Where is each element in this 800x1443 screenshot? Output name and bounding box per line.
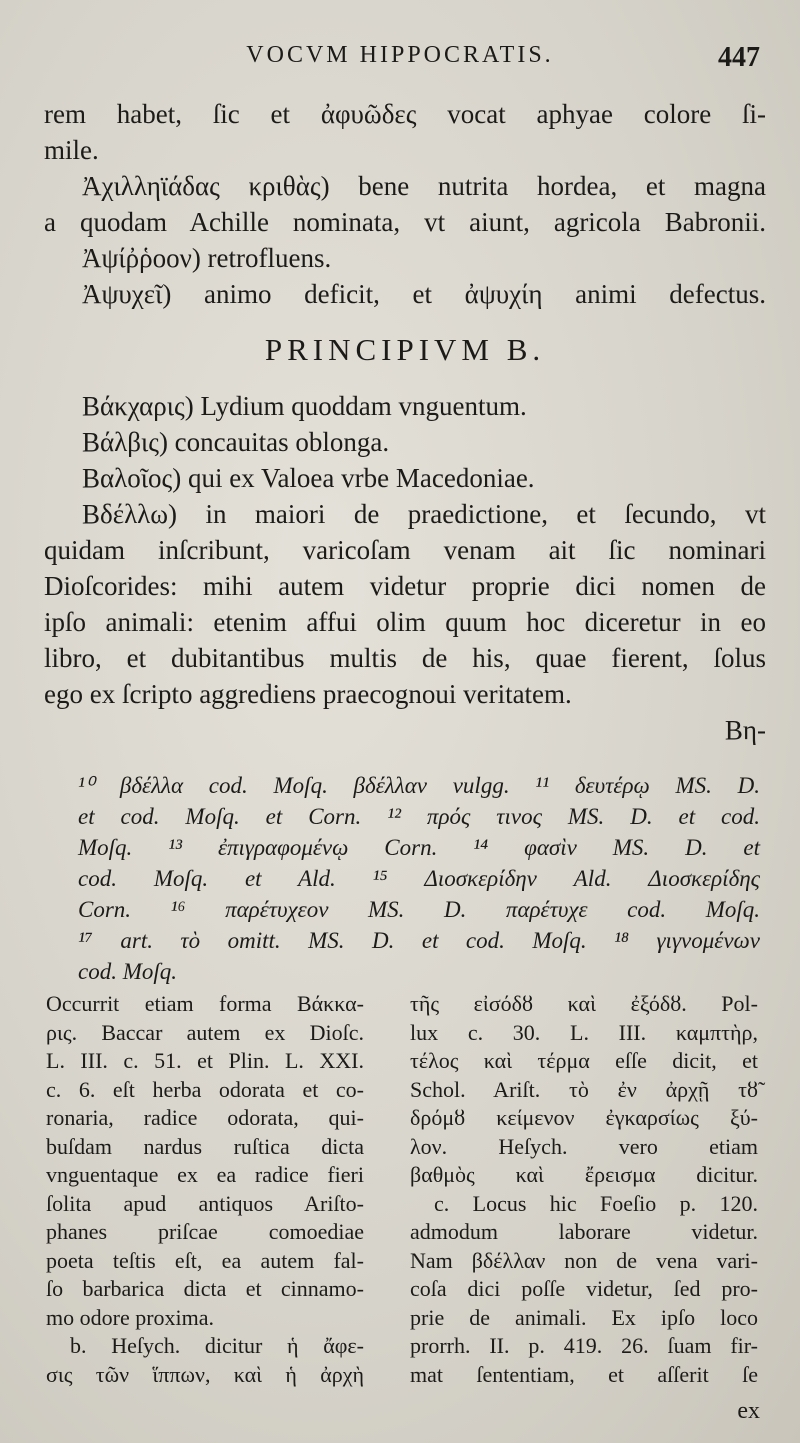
column-line: coſa dici poſſe videtur, ſed pro- xyxy=(410,1276,758,1301)
column-line: mo odore proxima. xyxy=(46,1304,215,1330)
entry-apsirroon: Ἀψίῤῥοον) retrofluens. xyxy=(82,243,332,273)
text-line: mile. xyxy=(44,135,99,165)
commentary-left-column xyxy=(46,990,364,1389)
column-line: buſdam nardus ruſtica dicta xyxy=(46,1133,364,1159)
column-line: λον. Heſych. vero etiam xyxy=(410,1133,758,1159)
column-line: ſolita apud antiquos Ariſto- xyxy=(46,1190,364,1216)
column-line: ronaria, radice odorata, qui- xyxy=(46,1105,364,1130)
column-line: lux c. 30. L. III. καμπτὴρ, xyxy=(410,1019,758,1045)
column-line: admodum laborare videtur. xyxy=(410,1219,758,1244)
column-line: prie de animali. Ex ipſo loco xyxy=(410,1304,758,1330)
footnote-line: Moſq. ¹³ ἐπιγραφομένῳ Corn. ¹⁴ φασὶν MS. D. et xyxy=(78,835,760,860)
entry-bakcharis: Βάκχαρις) Lydium quoddam vnguentum. xyxy=(82,391,527,421)
column-line: βαθμὸς καὶ ἔρεισμα dicitur. xyxy=(410,1162,758,1187)
column-line: Nam βδέλλαν non de vena vari- xyxy=(410,1247,758,1273)
text-line: a quodam Achille nominata, vt aiunt, agricola Babronii. xyxy=(44,207,766,237)
column-line: ρις. Baccar autem ex Dioſc. xyxy=(46,1019,364,1045)
footnote-line: et cod. Moſq. et Corn. ¹² πρός τινος MS. D. et cod. xyxy=(78,804,760,829)
column-line: δρόμȣ κείμενον ἐγκαρσίως ξύ- xyxy=(410,1105,758,1130)
text-line: rem habet, ſic et ἀφυῶδες vocat aphyae colore ſi- xyxy=(44,99,766,129)
column-line: L. III. c. 51. et Plin. L. XXI. xyxy=(46,1048,364,1073)
text-line: quidam inſcribunt, varicoſam venam ait ſic nominari xyxy=(44,535,766,565)
column-line: ſo barbarica dicta et cinnamo- xyxy=(46,1276,364,1301)
catchword-mid: Βη- xyxy=(724,715,766,745)
entry-baloios: Βαλοῖος) qui ex Valoea vrbe Macedoniae. xyxy=(82,463,535,493)
column-line: Occurrit etiam forma Βάκκα- xyxy=(46,991,364,1016)
column-line: c. 6. eſt herba odorata et co- xyxy=(46,1076,364,1102)
footnote-line: Corn. ¹⁶ παρέτυχεον MS. D. παρέτυχε cod. Moſq. xyxy=(78,897,760,922)
entry-bdello: Βδέλλω) in maiori de praedictione, et ſecundo, vt xyxy=(82,499,766,529)
commentary-right-column xyxy=(410,990,758,1389)
text-line: Dioſcorides: mihi autem videtur proprie dici nomen de xyxy=(44,571,766,601)
footnote-line: ¹⁷ art. τὸ omitt. MS. D. et cod. Moſq. ¹⁸ γιγνομένων xyxy=(78,928,760,953)
column-line: b. Heſych. dicitur ἡ ἄφε- xyxy=(70,1333,364,1358)
column-line: phanes priſcae comoediae xyxy=(46,1219,364,1244)
text-line: ipſo animali: etenim affui olim quum hoc diceretur in eo xyxy=(44,607,766,637)
column-line: τῆς εἰσόδȣ καὶ ἐξόδȣ. Pol- xyxy=(410,991,758,1016)
column-line: mat ſententiam, et aſſerit ſe xyxy=(410,1361,758,1387)
footnote-line: cod. Moſq. xyxy=(78,959,178,984)
footnotes xyxy=(78,770,760,987)
page-header xyxy=(40,36,760,76)
text-line: libro, et dubitantibus multis de his, quae fierent, ſolus xyxy=(44,643,766,673)
column-line: poeta teſtis eſt, ea autem fal- xyxy=(46,1247,364,1273)
column-line: prorrh. II. p. 419. 26. ſuam fir- xyxy=(410,1333,758,1358)
main-text xyxy=(44,96,766,748)
column-line: τέλος καὶ τέρμα eſſe dicit, et xyxy=(410,1048,758,1073)
column-line: c. Locus hic Foeſio p. 120. xyxy=(434,1190,758,1216)
footnote-line: ¹⁰ βδέλλα cod. Moſq. βδέλλαν vulgg. ¹¹ δευτέρῳ MS. D. xyxy=(78,773,760,798)
column-line: vnguentaque ex ea radice fieri xyxy=(46,1162,364,1187)
entry-apsychei: Ἀψυχεῖ) animo deficit, et ἀψυχίη animi defectus. xyxy=(82,279,766,309)
footnote-line: cod. Moſq. et Ald. ¹⁵ Διοσκερίδην Ald. Διοσκερίδης xyxy=(78,866,760,891)
column-line: σις τῶν ἵππων, καὶ ἡ ἀρχὴ xyxy=(46,1361,364,1387)
section-heading: PRINCIPIVM B. xyxy=(264,332,546,367)
page-number: 447 xyxy=(718,42,760,73)
entry-achilleidas: Ἀχιλληϊάδας κριθὰς) bene nutrita hordea, et magna xyxy=(82,171,766,201)
text-line: ego ex ſcripto aggrediens praecognoui veritatem. xyxy=(44,679,572,709)
entry-balbis: Βάλβις) concauitas oblonga. xyxy=(82,427,390,457)
running-head: VOCVM HIPPOCRATIS. xyxy=(246,42,554,68)
column-line: Schol. Ariſt. τὸ ἐν ἀρχῇ τȣ̃ xyxy=(410,1076,758,1102)
catchword-bottom: ex xyxy=(737,1398,760,1424)
